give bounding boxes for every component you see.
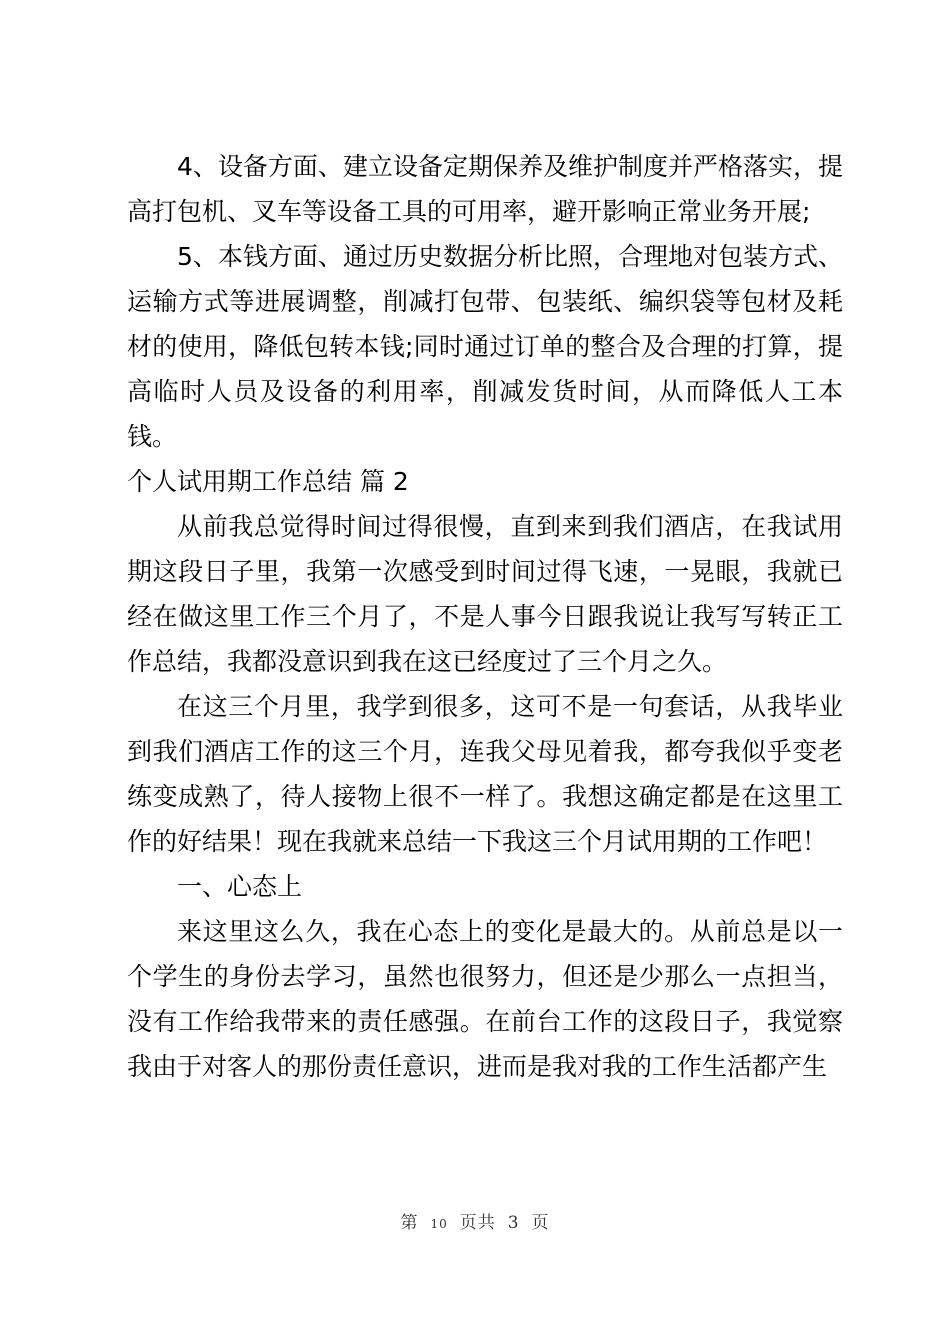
footer-total-pages: 3: [507, 1213, 520, 1233]
paragraph-intro: 从前我总觉得时间过得很慢，直到来到我们酒店，在我试用期这段日子里，我第一次感受到时间过得飞速，一晃眼，我就已 经在做这里工作三个月了，不是人事今日跟我说让我写写转正工 作总结，我都没意识到我在这已经度过了三个月之久。: [127, 512, 843, 676]
footer-suffix: 页: [531, 1213, 550, 1233]
paragraph-cost: 5、本钱方面、通过历史数据分析比照，合理地对包装方式、运输方式等进展调整，削减打包带、包装纸、编织袋等包材及耗材的使用，降低包转本钱;同时通过订单的整合及合理的打算，提高临时人员及设备的利用率，削减发货时间，从而降低人工本钱。: [127, 242, 843, 451]
page-footer: [0, 1208, 950, 1233]
paragraph-equipment: 4、设备方面、建立设备定期保养及维护制度并严格落实，提高打包机、叉车等设备工具的可用率，避开影响正常业务开展;: [127, 152, 843, 226]
footer-middle: 页共: [459, 1213, 496, 1233]
footer-page-number: 10: [430, 1217, 448, 1231]
subheading-mindset: 一、心态上: [177, 872, 303, 901]
section-heading: 个人试用期工作总结 篇 2: [127, 467, 409, 496]
paragraph-learning: 在这三个月里，我学到很多，这可不是一句套话，从我毕业到我们酒店工作的这三个月，连我父母见着我，都夸我似乎变老 练变成熟了，待人接物上很不一样了。我想这确定都是在这里工 作的好结果！现在我就来总结一下我这三个月试用期的工作吧！: [127, 692, 843, 856]
document-body: [127, 144, 843, 1089]
paragraph-mindset: 来这里这么久，我在心态上的变化是最大的。从前总是以一个学生的身份去学习，虽然也很努力，但还是少那么一点担当， 没有工作给我带来的责任感强。在前台工作的这段日子，我觉察 我由于对客人的那份责任意识，进而是我对我的工作生活都产生: [127, 917, 843, 1081]
footer-prefix: 第: [400, 1213, 419, 1233]
